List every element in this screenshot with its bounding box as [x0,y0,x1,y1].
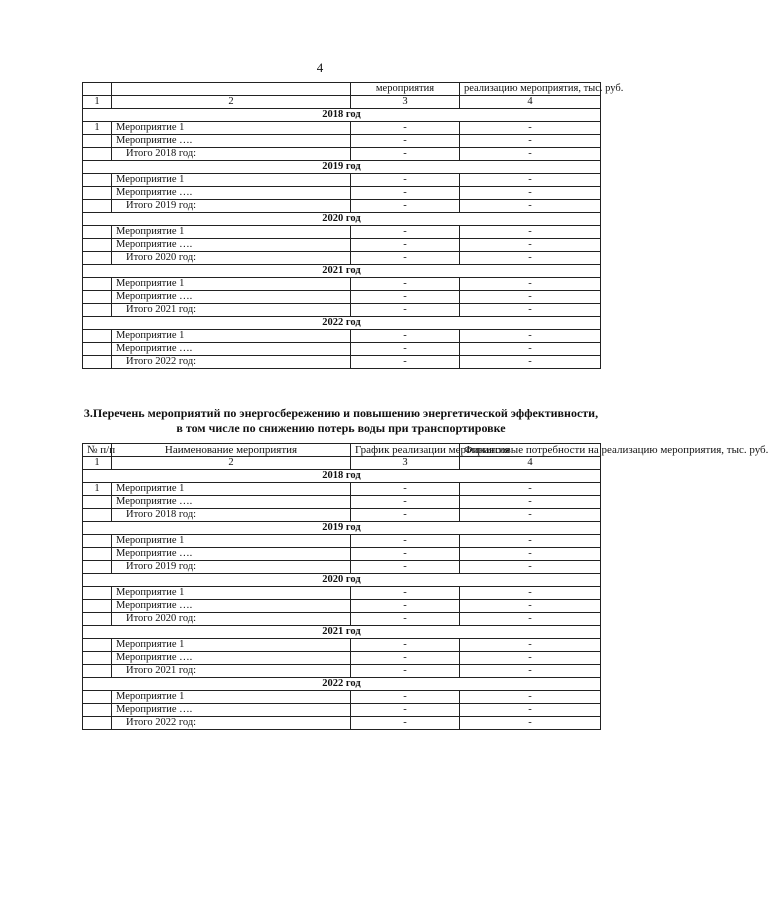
financing-value: - [460,304,601,317]
activity-name: Мероприятие …. [112,187,351,200]
row-number: 1 [83,483,112,496]
financing-value: - [460,122,601,135]
activity-name: Мероприятие …. [112,652,351,665]
header-cell-name: Наименование мероприятия [112,444,351,457]
row-number [83,691,112,704]
financing-value: - [460,356,601,369]
activity-name: Мероприятие …. [112,291,351,304]
financing-value: - [460,135,601,148]
column-number: 3 [351,96,460,109]
activity-row [83,135,601,148]
year-row [83,265,601,278]
schedule-value: - [351,304,460,317]
activity-name: Мероприятие 1 [112,226,351,239]
activity-name: Мероприятие 1 [112,639,351,652]
financing-value: - [460,330,601,343]
schedule-value: - [351,343,460,356]
schedule-value: - [351,483,460,496]
schedule-value: - [351,135,460,148]
table-header-row [83,444,601,457]
schedule-value: - [351,252,460,265]
row-number [83,613,112,626]
financing-value: - [460,665,601,678]
column-number-row [83,96,601,109]
activity-row [83,639,601,652]
header-cell-financing: Финансовые потребности на реализацию мероприятия, тыс. руб. [460,444,601,457]
schedule-value: - [351,509,460,522]
year-row [83,213,601,226]
activity-name: Мероприятие …. [112,704,351,717]
activity-row [83,496,601,509]
schedule-value: - [351,561,460,574]
row-number [83,600,112,613]
financing-value: - [460,652,601,665]
activity-name: Итого 2021 год: [112,304,351,317]
financing-value: - [460,174,601,187]
row-number [83,548,112,561]
activity-name: Мероприятие 1 [112,691,351,704]
total-row [83,561,601,574]
total-row [83,148,601,161]
header-cell: реализацию мероприятия, тыс. руб. [460,83,601,96]
column-number: 1 [83,96,112,109]
schedule-value: - [351,613,460,626]
activity-name: Мероприятие 1 [112,587,351,600]
activity-name: Мероприятие 1 [112,278,351,291]
schedule-value: - [351,187,460,200]
financing-value: - [460,239,601,252]
table-continued [82,82,624,369]
row-number [83,252,112,265]
financing-value: - [460,200,601,213]
schedule-value: - [351,356,460,369]
financing-value: - [460,509,601,522]
activity-row [83,330,601,343]
activity-name: Итого 2022 год: [112,356,351,369]
financing-value: - [460,496,601,509]
activity-name: Мероприятие …. [112,239,351,252]
table-header-row [83,83,601,96]
schedule-value: - [351,226,460,239]
column-number-row [83,457,601,470]
total-row [83,252,601,265]
financing-value: - [460,343,601,356]
financing-value: - [460,226,601,239]
schedule-value: - [351,330,460,343]
schedule-value: - [351,587,460,600]
year-row [83,161,601,174]
financing-value: - [460,548,601,561]
header-cell [112,83,351,96]
activity-row [83,587,601,600]
activity-row [83,291,601,304]
row-number [83,704,112,717]
financing-value: - [460,291,601,304]
schedule-value: - [351,200,460,213]
activity-name: Итого 2022 год: [112,717,351,730]
year-label: 2020 год [83,574,601,587]
activity-name: Мероприятие …. [112,600,351,613]
row-number [83,652,112,665]
schedule-value: - [351,122,460,135]
row-number [83,200,112,213]
activity-row [83,548,601,561]
activity-row [83,122,601,135]
schedule-value: - [351,148,460,161]
year-label: 2021 год [83,265,601,278]
schedule-value: - [351,717,460,730]
total-row [83,356,601,369]
row-number [83,187,112,200]
activity-row [83,174,601,187]
schedule-value: - [351,691,460,704]
activity-row [83,535,601,548]
financing-value: - [460,561,601,574]
row-number [83,148,112,161]
year-label: 2019 год [83,161,601,174]
row-number [83,496,112,509]
activity-row [83,278,601,291]
schedule-value: - [351,665,460,678]
year-label: 2018 год [83,470,601,483]
financing-value: - [460,613,601,626]
financing-value: - [460,691,601,704]
activity-row [83,691,601,704]
year-label: 2022 год [83,678,601,691]
activity-name: Итого 2021 год: [112,665,351,678]
schedule-value: - [351,496,460,509]
financing-value: - [460,187,601,200]
year-row [83,470,601,483]
activity-name: Мероприятие …. [112,548,351,561]
year-row [83,109,601,122]
total-row [83,613,601,626]
schedule-value: - [351,600,460,613]
schedule-value: - [351,278,460,291]
financing-value: - [460,600,601,613]
financing-value: - [460,483,601,496]
column-number: 3 [351,457,460,470]
year-row [83,626,601,639]
activity-row [83,483,601,496]
schedule-value: - [351,548,460,561]
row-number [83,239,112,252]
financing-value: - [460,704,601,717]
year-label: 2020 год [83,213,601,226]
row-number [83,278,112,291]
column-number: 1 [83,457,112,470]
activity-row [83,226,601,239]
row-number [83,639,112,652]
activity-name: Итого 2019 год: [112,561,351,574]
activity-row [83,652,601,665]
row-number [83,665,112,678]
activity-name: Итого 2019 год: [112,200,351,213]
year-row [83,317,601,330]
year-label: 2022 год [83,317,601,330]
row-number [83,330,112,343]
activity-name: Итого 2020 год: [112,252,351,265]
total-row [83,304,601,317]
activity-row [83,343,601,356]
activity-name: Итого 2020 год: [112,613,351,626]
schedule-value: - [351,704,460,717]
activity-name: Итого 2018 год: [112,148,351,161]
activity-name: Мероприятие 1 [112,122,351,135]
schedule-value: - [351,174,460,187]
row-number: 1 [83,122,112,135]
activity-name: Мероприятие 1 [112,330,351,343]
header-cell: мероприятия [351,83,460,96]
activity-row [83,704,601,717]
activity-name: Мероприятие 1 [112,174,351,187]
activity-row [83,600,601,613]
row-number [83,174,112,187]
page-number: 4 [316,60,324,75]
year-row [83,522,601,535]
year-row [83,678,601,691]
schedule-value: - [351,639,460,652]
financing-value: - [460,587,601,600]
activity-name: Мероприятие 1 [112,483,351,496]
header-cell-number: № п/п [83,444,112,457]
header-cell-schedule: График реализации мероприятия [351,444,460,457]
financing-value: - [460,535,601,548]
total-row [83,509,601,522]
total-row [83,200,601,213]
year-label: 2019 год [83,522,601,535]
year-row [83,574,601,587]
financing-value: - [460,252,601,265]
row-number [83,587,112,600]
row-number [83,535,112,548]
section-title: 3.Перечень мероприятий по энергосбережению и повышению энергетической эффективности, в том числе по снижению потерь воды при транспортировке [83,406,599,435]
column-number: 2 [112,96,351,109]
activity-row [83,187,601,200]
row-number [83,135,112,148]
row-number [83,717,112,730]
total-row [83,717,601,730]
column-number: 2 [112,457,351,470]
row-number [83,343,112,356]
header-cell [83,83,112,96]
row-number [83,291,112,304]
row-number [83,561,112,574]
financing-value: - [460,639,601,652]
activity-row [83,239,601,252]
financing-value: - [460,278,601,291]
activity-name: Мероприятие 1 [112,535,351,548]
schedule-value: - [351,291,460,304]
activity-name: Мероприятие …. [112,496,351,509]
year-label: 2018 год [83,109,601,122]
row-number [83,226,112,239]
financing-value: - [460,148,601,161]
row-number [83,509,112,522]
column-number: 4 [460,96,601,109]
total-row [83,665,601,678]
activity-name: Мероприятие …. [112,343,351,356]
activity-name: Мероприятие …. [112,135,351,148]
schedule-value: - [351,239,460,252]
row-number [83,304,112,317]
year-label: 2021 год [83,626,601,639]
table-energy-saving [82,443,768,730]
activity-name: Итого 2018 год: [112,509,351,522]
column-number: 4 [460,457,601,470]
schedule-value: - [351,535,460,548]
schedule-value: - [351,652,460,665]
financing-value: - [460,717,601,730]
row-number [83,356,112,369]
